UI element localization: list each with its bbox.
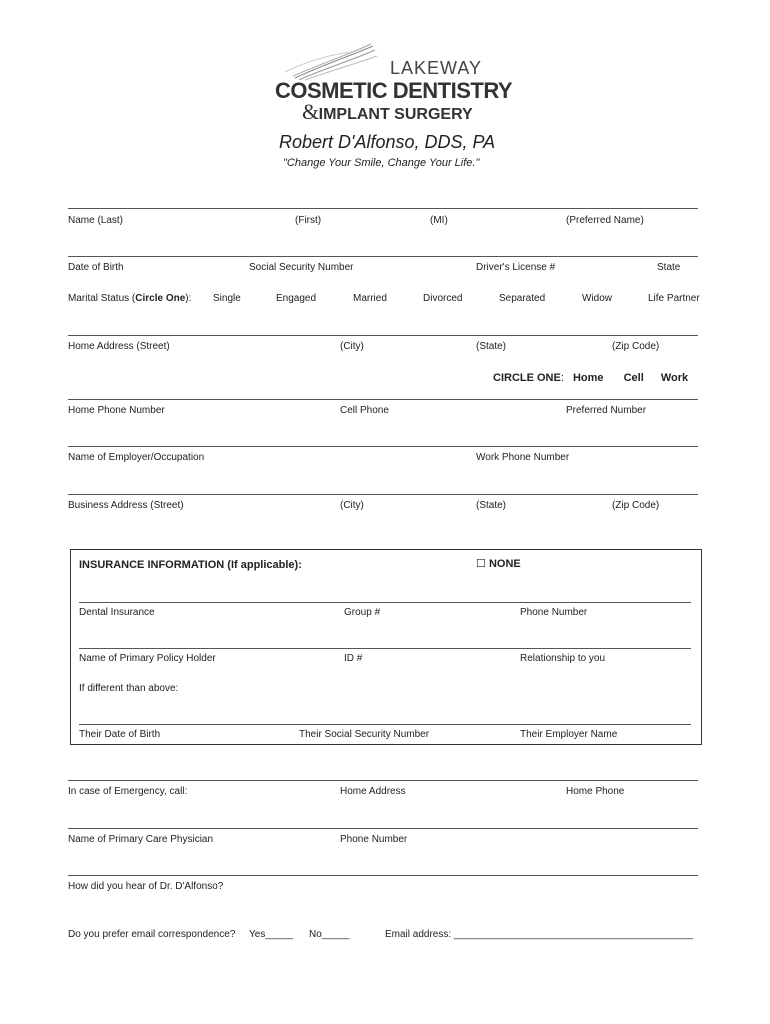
logo-swoosh-icon <box>265 42 385 82</box>
name-line[interactable] <box>68 208 698 209</box>
label-employer: Name of Employer/Occupation <box>68 452 205 463</box>
marital-label-end: ): <box>185 293 192 304</box>
label-their-ssn: Their Social Security Number <box>299 729 430 740</box>
label-emergency: In case of Emergency, call: <box>68 786 188 797</box>
marital-option-engaged[interactable]: Engaged <box>276 293 317 304</box>
label-emergency-phone: Home Phone <box>566 786 625 797</box>
label-dental-insurance: Dental Insurance <box>79 607 155 618</box>
marital-label-start: Marital Status ( <box>68 293 136 304</box>
brand-implant-surgery: IMPLANT SURGERY <box>318 106 473 123</box>
insurance-none-option[interactable] <box>476 557 521 570</box>
brand-ampersand: & <box>302 99 319 124</box>
label-if-different: If different than above: <box>79 683 179 694</box>
none-label: NONE <box>488 558 521 570</box>
tagline: "Change Your Smile, Change Your Life." <box>283 157 480 169</box>
circle-one-label: CIRCLE ONE <box>493 372 561 384</box>
email-no-field[interactable]: No_____ <box>309 929 350 940</box>
label-name-preferred: (Preferred Name) <box>566 215 644 226</box>
circle-one-work[interactable]: Work <box>660 372 689 384</box>
doctor-name: Robert D'Alfonso, DDS, PA <box>279 132 496 152</box>
email-address-field[interactable]: Email address: ___________________________________________ <box>385 929 694 940</box>
label-name-last: Name (Last) <box>68 215 124 226</box>
email-yes-field[interactable]: Yes_____ <box>249 929 294 940</box>
label-business-street: Business Address (Street) <box>68 500 184 511</box>
label-their-dob: Their Date of Birth <box>79 729 161 740</box>
employer-line[interactable] <box>68 446 698 447</box>
label-name-first: (First) <box>295 215 322 226</box>
marital-option-single[interactable]: Single <box>213 293 241 304</box>
label-relationship: Relationship to you <box>520 653 606 664</box>
label-home-city: (City) <box>340 341 364 352</box>
brand-lakeway: LAKEWAY <box>390 58 483 78</box>
ids-line[interactable] <box>68 256 698 257</box>
marital-option-life-partner[interactable]: Life Partner <box>648 293 700 304</box>
holder-details-line[interactable] <box>79 724 691 725</box>
label-business-city: (City) <box>340 500 364 511</box>
label-email-question: Do you prefer email correspondence? <box>68 929 236 940</box>
label-home-street: Home Address (Street) <box>68 341 170 352</box>
marital-option-married[interactable]: Married <box>353 293 387 304</box>
label-their-employer: Their Employer Name <box>520 729 618 740</box>
marital-option-separated[interactable]: Separated <box>499 293 546 304</box>
phones-line[interactable] <box>68 399 698 400</box>
label-policy-holder: Name of Primary Policy Holder <box>79 653 216 664</box>
label-license: Driver's License # <box>476 262 556 273</box>
label-home-zip: (Zip Code) <box>612 341 660 352</box>
label-cell-phone: Cell Phone <box>340 405 389 416</box>
label-work-phone: Work Phone Number <box>476 452 570 463</box>
emergency-line[interactable] <box>68 780 698 781</box>
home-address-line[interactable] <box>68 335 698 336</box>
circle-one-home[interactable]: Home <box>572 372 604 384</box>
none-checkbox-icon[interactable]: ☐ <box>476 557 486 570</box>
label-name-mi: (MI) <box>430 215 448 226</box>
label-dob: Date of Birth <box>68 262 124 273</box>
marital-label-bold: Circle One <box>135 293 186 304</box>
label-home-phone: Home Phone Number <box>68 405 165 416</box>
dental-line[interactable] <box>79 602 691 603</box>
label-physician-phone: Phone Number <box>340 834 408 845</box>
referral-line[interactable] <box>68 875 698 876</box>
label-home-state: (State) <box>476 341 507 352</box>
insurance-title: INSURANCE INFORMATION (If applicable): <box>79 559 302 571</box>
label-state: State <box>657 262 681 273</box>
brand-cosmetic-dentistry: COSMETIC DENTISTRY <box>275 78 513 103</box>
label-ssn: Social Security Number <box>249 262 354 273</box>
brand-implant-line <box>302 99 473 125</box>
circle-one-phone-pref <box>493 372 688 384</box>
circle-one-cell[interactable]: Cell <box>623 372 644 384</box>
physician-line[interactable] <box>68 828 698 829</box>
marital-label <box>68 293 191 304</box>
marital-option-widow[interactable]: Widow <box>582 293 613 304</box>
label-group-number: Group # <box>344 607 381 618</box>
circle-one-colon: : <box>560 372 564 384</box>
marital-option-divorced[interactable]: Divorced <box>423 293 463 304</box>
label-referral: How did you hear of Dr. D'Alfonso? <box>68 881 224 892</box>
label-preferred-number: Preferred Number <box>566 405 647 416</box>
label-physician: Name of Primary Care Physician <box>68 834 214 845</box>
policy-holder-line[interactable] <box>79 648 691 649</box>
label-emergency-address: Home Address <box>340 786 406 797</box>
business-address-line[interactable] <box>68 494 698 495</box>
label-business-state: (State) <box>476 500 507 511</box>
label-business-zip: (Zip Code) <box>612 500 660 511</box>
label-insurance-phone: Phone Number <box>520 607 588 618</box>
label-id-number: ID # <box>344 653 363 664</box>
insurance-section <box>70 549 702 745</box>
